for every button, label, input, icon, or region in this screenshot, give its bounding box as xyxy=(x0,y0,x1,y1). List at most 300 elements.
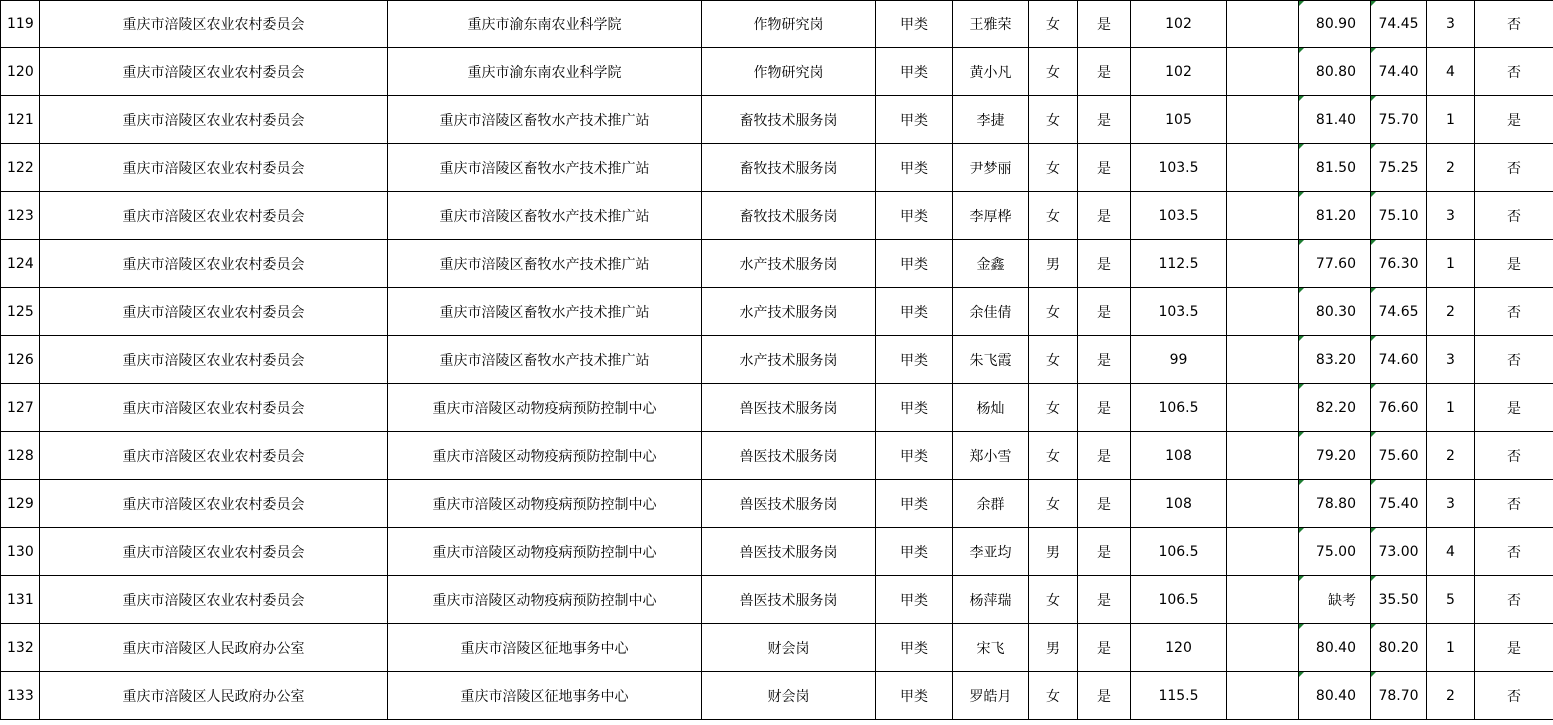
cell-gender[interactable] xyxy=(1029,624,1078,672)
cell-gender[interactable] xyxy=(1029,384,1078,432)
cell-flag-text: 是 xyxy=(1097,688,1111,705)
cell-category[interactable] xyxy=(876,96,953,144)
cell-rank-text: 3 xyxy=(1446,495,1455,512)
cell-total-score[interactable] xyxy=(1371,240,1427,288)
number-as-text-indicator-icon xyxy=(1371,528,1376,533)
cell-flag-text: 是 xyxy=(1097,112,1111,129)
cell-flag[interactable] xyxy=(1078,480,1131,528)
cell-written-score-text: 120 xyxy=(1165,639,1192,656)
cell-written-score[interactable] xyxy=(1131,528,1227,576)
cell-rank[interactable] xyxy=(1427,288,1475,336)
cell-name-text: 金鑫 xyxy=(976,256,1005,273)
cell-gender-text: 女 xyxy=(1046,112,1060,129)
cell-post-text: 兽医技术服务岗 xyxy=(739,592,838,609)
cell-rank[interactable] xyxy=(1427,96,1475,144)
cell-rank[interactable] xyxy=(1427,528,1475,576)
cell-name-text: 尹梦丽 xyxy=(969,160,1012,177)
cell-post[interactable] xyxy=(702,48,876,96)
cell-total-score-text: 78.70 xyxy=(1378,687,1419,704)
cell-total-score[interactable] xyxy=(1371,576,1427,624)
cell-written-score[interactable] xyxy=(1131,240,1227,288)
cell-gender[interactable] xyxy=(1029,144,1078,192)
cell-unit[interactable] xyxy=(388,384,702,432)
cell-empty[interactable] xyxy=(1227,144,1299,192)
cell-rank-text: 5 xyxy=(1446,591,1455,608)
cell-unit[interactable] xyxy=(388,288,702,336)
cell-rank[interactable] xyxy=(1427,336,1475,384)
cell-gender[interactable] xyxy=(1029,672,1078,720)
cell-written-score-text: 108 xyxy=(1165,495,1192,512)
cell-seq-no[interactable] xyxy=(1,1,40,48)
number-as-text-indicator-icon xyxy=(1299,576,1304,581)
cell-gender[interactable] xyxy=(1029,336,1078,384)
cell-flag[interactable] xyxy=(1078,144,1131,192)
cell-category[interactable] xyxy=(876,480,953,528)
table-row[interactable] xyxy=(1,144,1553,192)
cell-interview-score[interactable] xyxy=(1299,576,1371,624)
table-row[interactable] xyxy=(1,576,1553,624)
cell-unit[interactable] xyxy=(388,528,702,576)
table-row[interactable] xyxy=(1,672,1553,720)
table-row[interactable] xyxy=(1,432,1553,480)
cell-seq-no[interactable] xyxy=(1,96,40,144)
table-row[interactable] xyxy=(1,288,1553,336)
cell-seq-no[interactable] xyxy=(1,192,40,240)
cell-post-text: 畜牧技术服务岗 xyxy=(739,112,838,129)
cell-interview-score[interactable] xyxy=(1299,288,1371,336)
cell-gender-text: 女 xyxy=(1046,448,1060,465)
cell-unit[interactable] xyxy=(388,96,702,144)
number-as-text-indicator-icon xyxy=(1299,48,1304,53)
cell-rank[interactable] xyxy=(1427,480,1475,528)
cell-department[interactable] xyxy=(40,528,388,576)
cell-post[interactable] xyxy=(702,672,876,720)
cell-department[interactable] xyxy=(40,1,388,48)
cell-unit[interactable] xyxy=(388,480,702,528)
cell-name[interactable] xyxy=(953,96,1029,144)
cell-result[interactable] xyxy=(1475,240,1553,288)
cell-seq-no-text: 123 xyxy=(7,207,34,224)
cell-result-text: 否 xyxy=(1507,304,1521,321)
cell-post[interactable] xyxy=(702,1,876,48)
cell-gender[interactable] xyxy=(1029,576,1078,624)
cell-unit[interactable] xyxy=(388,624,702,672)
cell-flag[interactable] xyxy=(1078,96,1131,144)
cell-gender[interactable] xyxy=(1029,480,1078,528)
cell-result-text: 否 xyxy=(1507,64,1521,81)
cell-empty[interactable] xyxy=(1227,1,1299,48)
cell-empty[interactable] xyxy=(1227,336,1299,384)
cell-written-score[interactable] xyxy=(1131,48,1227,96)
cell-rank[interactable] xyxy=(1427,1,1475,48)
table-row[interactable] xyxy=(1,480,1553,528)
cell-interview-score[interactable] xyxy=(1299,336,1371,384)
cell-interview-score[interactable] xyxy=(1299,384,1371,432)
cell-unit-text: 重庆市涪陵区动物疫病预防控制中心 xyxy=(432,544,657,561)
cell-result[interactable] xyxy=(1475,336,1553,384)
cell-name[interactable] xyxy=(953,576,1029,624)
cell-seq-no[interactable] xyxy=(1,624,40,672)
cell-flag-text: 是 xyxy=(1097,592,1111,609)
cell-seq-no[interactable] xyxy=(1,240,40,288)
table-row[interactable] xyxy=(1,96,1553,144)
cell-department-text: 重庆市涪陵区农业农村委员会 xyxy=(122,592,305,609)
cell-interview-score[interactable] xyxy=(1299,528,1371,576)
cell-post-text: 畜牧技术服务岗 xyxy=(739,208,838,225)
cell-result[interactable] xyxy=(1475,624,1553,672)
cell-category-text: 甲类 xyxy=(900,256,928,273)
cell-flag[interactable] xyxy=(1078,1,1131,48)
cell-seq-no[interactable] xyxy=(1,432,40,480)
cell-flag[interactable] xyxy=(1078,240,1131,288)
cell-unit[interactable] xyxy=(388,432,702,480)
cell-rank[interactable] xyxy=(1427,672,1475,720)
cell-category[interactable] xyxy=(876,672,953,720)
cell-flag-text: 是 xyxy=(1097,304,1111,321)
cell-written-score[interactable] xyxy=(1131,1,1227,48)
cell-department[interactable] xyxy=(40,624,388,672)
cell-flag-text: 是 xyxy=(1097,208,1111,225)
cell-post-text: 兽医技术服务岗 xyxy=(739,544,838,561)
cell-rank[interactable] xyxy=(1427,240,1475,288)
cell-total-score-text: 76.30 xyxy=(1378,255,1419,272)
table-row[interactable] xyxy=(1,624,1553,672)
cell-total-score[interactable] xyxy=(1371,192,1427,240)
cell-written-score[interactable] xyxy=(1131,480,1227,528)
cell-category[interactable] xyxy=(876,336,953,384)
cell-written-score[interactable] xyxy=(1131,432,1227,480)
cell-written-score[interactable] xyxy=(1131,288,1227,336)
cell-interview-score-text: 80.30 xyxy=(1315,303,1356,320)
cell-total-score[interactable] xyxy=(1371,528,1427,576)
cell-post[interactable] xyxy=(702,144,876,192)
cell-department[interactable] xyxy=(40,192,388,240)
cell-total-score-text: 35.50 xyxy=(1378,591,1419,608)
cell-post[interactable] xyxy=(702,576,876,624)
cell-post[interactable] xyxy=(702,480,876,528)
cell-seq-no[interactable] xyxy=(1,672,40,720)
cell-rank-text: 1 xyxy=(1446,639,1455,656)
number-as-text-indicator-icon xyxy=(1299,192,1304,197)
cell-total-score[interactable] xyxy=(1371,432,1427,480)
cell-result[interactable] xyxy=(1475,480,1553,528)
number-as-text-indicator-icon xyxy=(1371,48,1376,53)
cell-department[interactable] xyxy=(40,576,388,624)
cell-flag[interactable] xyxy=(1078,288,1131,336)
cell-name[interactable] xyxy=(953,432,1029,480)
number-as-text-indicator-icon xyxy=(1371,432,1376,437)
cell-written-score-text: 106.5 xyxy=(1158,543,1199,560)
table-row[interactable] xyxy=(1,240,1553,288)
table-row[interactable] xyxy=(1,384,1553,432)
cell-flag[interactable] xyxy=(1078,384,1131,432)
cell-category[interactable] xyxy=(876,192,953,240)
cell-total-score[interactable] xyxy=(1371,96,1427,144)
cell-rank-text: 3 xyxy=(1446,351,1455,368)
cell-total-score[interactable] xyxy=(1371,384,1427,432)
cell-seq-no[interactable] xyxy=(1,576,40,624)
cell-flag[interactable] xyxy=(1078,336,1131,384)
cell-unit[interactable] xyxy=(388,1,702,48)
cell-seq-no-text: 128 xyxy=(7,447,34,464)
cell-unit[interactable] xyxy=(388,336,702,384)
cell-department[interactable] xyxy=(40,240,388,288)
cell-empty[interactable] xyxy=(1227,48,1299,96)
cell-rank-text: 1 xyxy=(1446,399,1455,416)
cell-interview-score[interactable] xyxy=(1299,240,1371,288)
cell-empty[interactable] xyxy=(1227,192,1299,240)
cell-post[interactable] xyxy=(702,528,876,576)
table-row[interactable] xyxy=(1,192,1553,240)
cell-seq-no[interactable] xyxy=(1,336,40,384)
cell-rank[interactable] xyxy=(1427,48,1475,96)
number-as-text-indicator-icon xyxy=(1371,240,1376,245)
cell-department-text: 重庆市涪陵区农业农村委员会 xyxy=(122,304,305,321)
cell-department-text: 重庆市涪陵区农业农村委员会 xyxy=(122,17,305,33)
cell-department[interactable] xyxy=(40,432,388,480)
cell-category[interactable] xyxy=(876,432,953,480)
cell-result[interactable] xyxy=(1475,288,1553,336)
table-row[interactable] xyxy=(1,336,1553,384)
cell-name[interactable] xyxy=(953,336,1029,384)
cell-result-text: 否 xyxy=(1507,688,1521,705)
cell-seq-no-text: 124 xyxy=(7,255,34,272)
cell-category[interactable] xyxy=(876,1,953,48)
cell-total-score[interactable] xyxy=(1371,144,1427,192)
cell-post[interactable] xyxy=(702,288,876,336)
cell-gender[interactable] xyxy=(1029,48,1078,96)
cell-post[interactable] xyxy=(702,336,876,384)
cell-seq-no[interactable] xyxy=(1,480,40,528)
cell-name[interactable] xyxy=(953,48,1029,96)
cell-total-score[interactable] xyxy=(1371,336,1427,384)
cell-flag[interactable] xyxy=(1078,48,1131,96)
cell-category-text: 甲类 xyxy=(900,640,928,657)
cell-name-text: 李亚均 xyxy=(969,544,1012,561)
cell-written-score-text: 106.5 xyxy=(1158,591,1199,608)
number-as-text-indicator-icon xyxy=(1299,432,1304,437)
cell-seq-no[interactable] xyxy=(1,384,40,432)
cell-category[interactable] xyxy=(876,576,953,624)
cell-result-text: 否 xyxy=(1507,496,1521,513)
cell-flag[interactable] xyxy=(1078,672,1131,720)
cell-gender-text: 女 xyxy=(1046,400,1060,417)
cell-name[interactable] xyxy=(953,480,1029,528)
cell-unit[interactable] xyxy=(388,576,702,624)
cell-seq-no[interactable] xyxy=(1,288,40,336)
cell-rank[interactable] xyxy=(1427,384,1475,432)
cell-empty[interactable] xyxy=(1227,432,1299,480)
cell-flag[interactable] xyxy=(1078,576,1131,624)
cell-seq-no-text: 127 xyxy=(7,399,34,416)
cell-gender-text: 女 xyxy=(1046,592,1060,609)
cell-post-text: 兽医技术服务岗 xyxy=(739,400,838,417)
cell-rank-text: 1 xyxy=(1446,111,1455,128)
cell-interview-score[interactable] xyxy=(1299,192,1371,240)
table-body xyxy=(1,1,1553,720)
cell-unit[interactable] xyxy=(388,672,702,720)
cell-written-score[interactable] xyxy=(1131,576,1227,624)
cell-written-score[interactable] xyxy=(1131,672,1227,720)
cell-unit[interactable] xyxy=(388,144,702,192)
cell-empty[interactable] xyxy=(1227,528,1299,576)
cell-flag[interactable] xyxy=(1078,192,1131,240)
cell-department[interactable] xyxy=(40,288,388,336)
cell-department[interactable] xyxy=(40,48,388,96)
number-as-text-indicator-icon xyxy=(1371,96,1376,101)
cell-interview-score[interactable] xyxy=(1299,96,1371,144)
cell-gender[interactable] xyxy=(1029,528,1078,576)
cell-interview-score-text: 82.20 xyxy=(1315,399,1356,416)
cell-category[interactable] xyxy=(876,144,953,192)
number-as-text-indicator-icon xyxy=(1371,576,1376,581)
cell-result[interactable] xyxy=(1475,432,1553,480)
cell-category-text: 甲类 xyxy=(900,448,928,465)
cell-empty[interactable] xyxy=(1227,480,1299,528)
cell-gender[interactable] xyxy=(1029,432,1078,480)
cell-written-score[interactable] xyxy=(1131,624,1227,672)
cell-department[interactable] xyxy=(40,336,388,384)
cell-empty[interactable] xyxy=(1227,96,1299,144)
cell-result[interactable] xyxy=(1475,672,1553,720)
cell-total-score[interactable] xyxy=(1371,288,1427,336)
cell-seq-no[interactable] xyxy=(1,48,40,96)
cell-category-text: 甲类 xyxy=(900,112,928,129)
cell-interview-score[interactable] xyxy=(1299,48,1371,96)
cell-result[interactable] xyxy=(1475,1,1553,48)
cell-gender[interactable] xyxy=(1029,192,1078,240)
cell-category[interactable] xyxy=(876,528,953,576)
cell-category[interactable] xyxy=(876,384,953,432)
cell-flag[interactable] xyxy=(1078,432,1131,480)
cell-flag[interactable] xyxy=(1078,624,1131,672)
cell-post[interactable] xyxy=(702,624,876,672)
cell-seq-no[interactable] xyxy=(1,144,40,192)
cell-total-score[interactable] xyxy=(1371,1,1427,48)
cell-name[interactable] xyxy=(953,672,1029,720)
cell-empty[interactable] xyxy=(1227,288,1299,336)
cell-unit-text: 重庆市涪陵区动物疫病预防控制中心 xyxy=(432,448,657,465)
cell-result-text: 否 xyxy=(1507,592,1521,609)
cell-result[interactable] xyxy=(1475,192,1553,240)
cell-total-score[interactable] xyxy=(1371,624,1427,672)
table-row[interactable] xyxy=(1,528,1553,576)
cell-seq-no[interactable] xyxy=(1,528,40,576)
cell-category[interactable] xyxy=(876,624,953,672)
cell-name[interactable] xyxy=(953,288,1029,336)
cell-rank[interactable] xyxy=(1427,192,1475,240)
cell-total-score-text: 74.60 xyxy=(1378,351,1419,368)
cell-unit[interactable] xyxy=(388,48,702,96)
cell-gender[interactable] xyxy=(1029,96,1078,144)
cell-name[interactable] xyxy=(953,144,1029,192)
cell-result[interactable] xyxy=(1475,96,1553,144)
cell-result[interactable] xyxy=(1475,144,1553,192)
cell-gender[interactable] xyxy=(1029,240,1078,288)
cell-written-score[interactable] xyxy=(1131,336,1227,384)
cell-rank[interactable] xyxy=(1427,144,1475,192)
cell-total-score[interactable] xyxy=(1371,672,1427,720)
cell-post[interactable] xyxy=(702,384,876,432)
cell-result[interactable] xyxy=(1475,576,1553,624)
cell-category[interactable] xyxy=(876,288,953,336)
cell-category[interactable] xyxy=(876,48,953,96)
cell-name[interactable] xyxy=(953,240,1029,288)
cell-department[interactable] xyxy=(40,384,388,432)
cell-empty[interactable] xyxy=(1227,240,1299,288)
cell-interview-score[interactable] xyxy=(1299,624,1371,672)
cell-interview-score-text: 83.20 xyxy=(1315,351,1356,368)
cell-name[interactable] xyxy=(953,192,1029,240)
cell-gender[interactable] xyxy=(1029,1,1078,48)
cell-post[interactable] xyxy=(702,192,876,240)
cell-rank-text: 2 xyxy=(1446,687,1455,704)
cell-flag-text: 是 xyxy=(1097,400,1111,417)
cell-unit[interactable] xyxy=(388,192,702,240)
cell-name[interactable] xyxy=(953,624,1029,672)
cell-department[interactable] xyxy=(40,480,388,528)
cell-post[interactable] xyxy=(702,432,876,480)
cell-post[interactable] xyxy=(702,96,876,144)
cell-empty[interactable] xyxy=(1227,624,1299,672)
cell-interview-score[interactable] xyxy=(1299,144,1371,192)
cell-department-text: 重庆市涪陵区人民政府办公室 xyxy=(122,640,305,657)
cell-department[interactable] xyxy=(40,96,388,144)
cell-gender[interactable] xyxy=(1029,288,1078,336)
cell-category-text: 甲类 xyxy=(900,544,928,561)
cell-interview-score[interactable] xyxy=(1299,480,1371,528)
cell-seq-no-text: 122 xyxy=(7,159,34,176)
cell-empty[interactable] xyxy=(1227,384,1299,432)
cell-result[interactable] xyxy=(1475,48,1553,96)
cell-written-score[interactable] xyxy=(1131,384,1227,432)
cell-name[interactable] xyxy=(953,384,1029,432)
number-as-text-indicator-icon xyxy=(1299,96,1304,101)
cell-unit-text: 重庆市涪陵区畜牧水产技术推广站 xyxy=(439,352,650,369)
cell-flag[interactable] xyxy=(1078,528,1131,576)
cell-category-text: 甲类 xyxy=(900,400,928,417)
cell-interview-score[interactable] xyxy=(1299,432,1371,480)
cell-result[interactable] xyxy=(1475,384,1553,432)
cell-written-score[interactable] xyxy=(1131,192,1227,240)
cell-unit[interactable] xyxy=(388,240,702,288)
cell-category-text: 甲类 xyxy=(900,160,928,177)
cell-name-text: 余群 xyxy=(976,496,1005,513)
cell-rank[interactable] xyxy=(1427,624,1475,672)
cell-empty[interactable] xyxy=(1227,672,1299,720)
cell-interview-score[interactable] xyxy=(1299,672,1371,720)
cell-interview-score[interactable] xyxy=(1299,1,1371,48)
cell-name[interactable] xyxy=(953,1,1029,48)
number-as-text-indicator-icon xyxy=(1371,336,1376,341)
cell-result[interactable] xyxy=(1475,528,1553,576)
cell-rank[interactable] xyxy=(1427,432,1475,480)
cell-name[interactable] xyxy=(953,528,1029,576)
cell-total-score[interactable] xyxy=(1371,48,1427,96)
cell-total-score[interactable] xyxy=(1371,480,1427,528)
table-row[interactable] xyxy=(1,1,1553,48)
cell-written-score[interactable] xyxy=(1131,144,1227,192)
cell-department[interactable] xyxy=(40,672,388,720)
cell-post[interactable] xyxy=(702,240,876,288)
table-row[interactable] xyxy=(1,48,1553,96)
cell-category[interactable] xyxy=(876,240,953,288)
number-as-text-indicator-icon xyxy=(1371,672,1376,677)
cell-empty[interactable] xyxy=(1227,576,1299,624)
cell-written-score[interactable] xyxy=(1131,96,1227,144)
cell-department[interactable] xyxy=(40,144,388,192)
cell-rank[interactable] xyxy=(1427,576,1475,624)
